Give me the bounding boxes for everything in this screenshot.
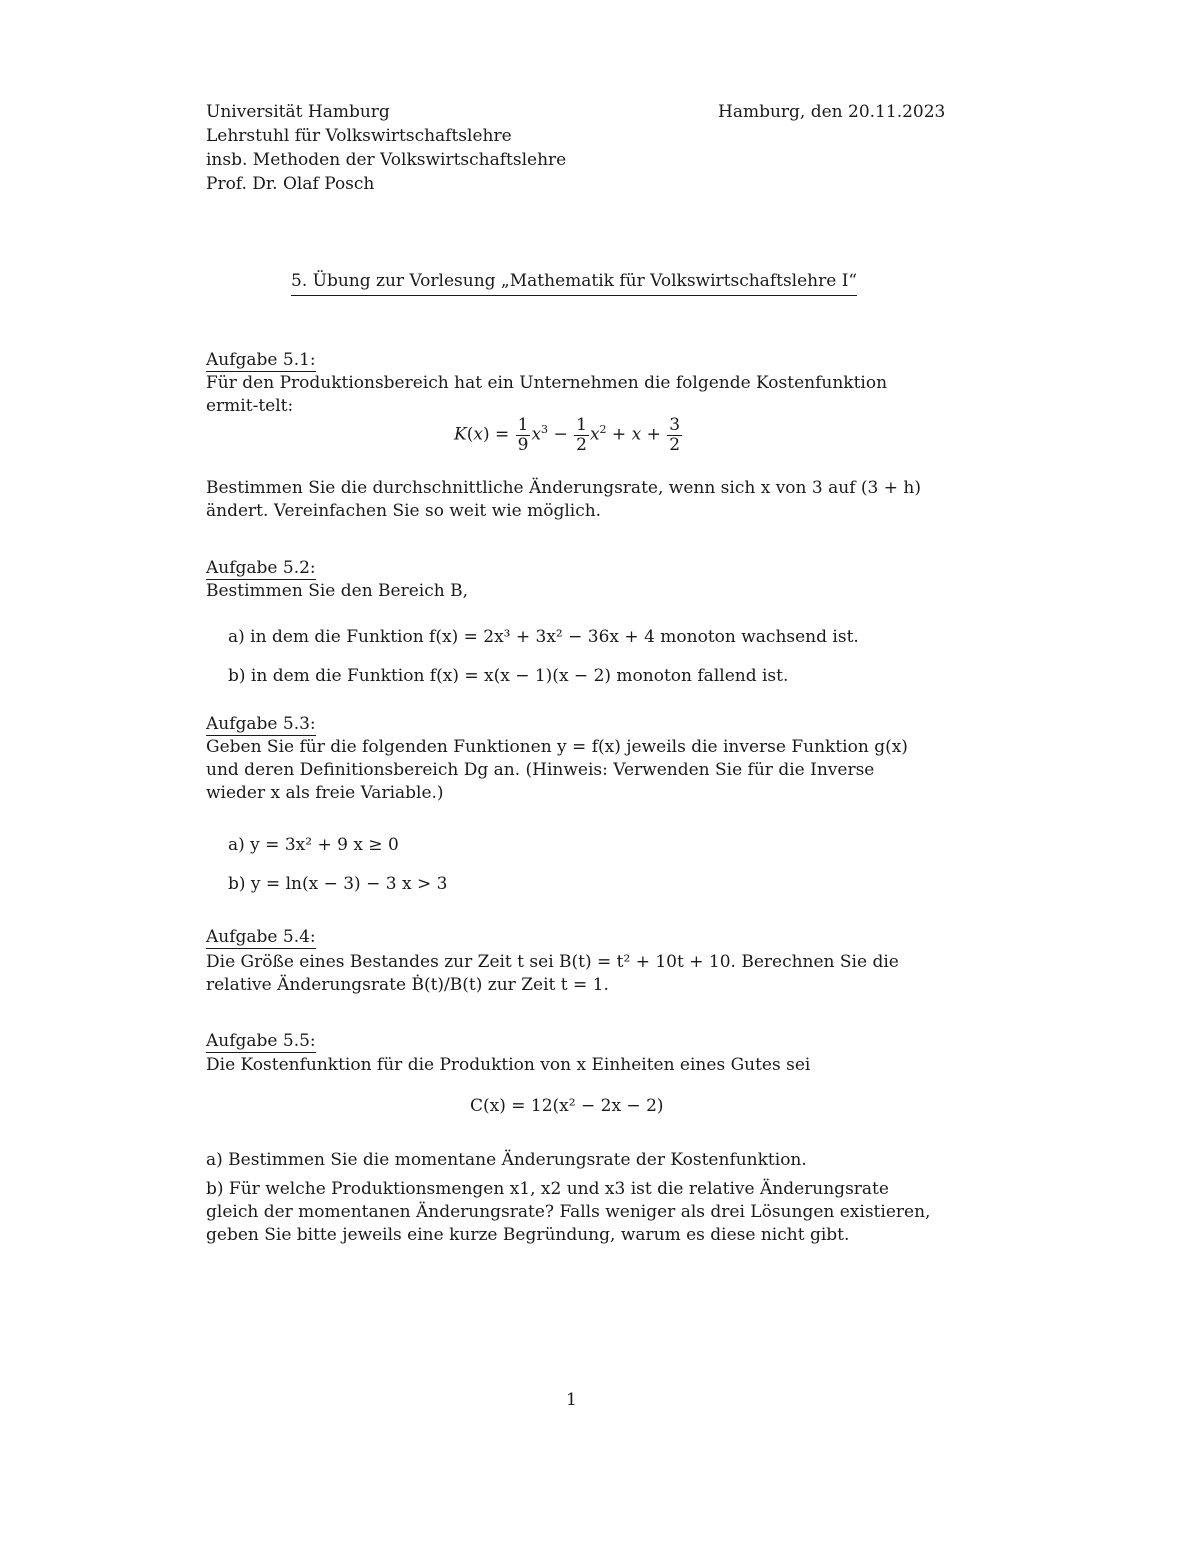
task-5-2-item-a: a) in dem die Funktion f(x) = 2x³ + 3x² − 36x + 4 monoton wachsend ist. xyxy=(228,627,859,647)
page-title: 5. Übung zur Vorlesung „Mathematik für Volkswirtschaftslehre I“ xyxy=(291,269,857,296)
task-5-3-item-a: a) y = 3x² + 9 x ≥ 0 xyxy=(228,835,399,855)
university: Universität Hamburg xyxy=(206,102,390,122)
header-left xyxy=(206,100,566,196)
subchair: insb. Methoden der Volkswirtschaftslehre xyxy=(206,150,567,170)
page-number: 1 xyxy=(566,1390,577,1410)
task-heading-5-1: Aufgabe 5.1: xyxy=(206,350,316,370)
task-5-2-intro: Bestimmen Sie den Bereich B, xyxy=(206,581,468,601)
task-heading-5-5: Aufgabe 5.5: xyxy=(206,1031,316,1051)
task-5-1-question: Bestimmen Sie die durchschnittliche Änderungsrate, wenn sich x von 3 auf (3 + h) ändert. Vereinfachen Sie so weit wie möglich. xyxy=(206,478,921,521)
task-5-3-intro: Geben Sie für die folgenden Funktionen y = f(x) jeweils die inverse Funktion g(x) und deren Definitionsbereich Dg an. (Hinweis: Verwenden Sie für die Inverse wieder x als freie Variable.) xyxy=(206,737,908,803)
professor: Prof. Dr. Olaf Posch xyxy=(206,174,375,194)
task-5-5-item-b: b) Für welche Produktionsmengen x1, x2 und x3 ist die relative Änderungsrate gleich der momentanen Änderungsrate? Falls weniger als drei Lösungen existieren, geben Sie bitte jeweils eine kurze Begründung, warum es diese nicht gibt. xyxy=(206,1179,931,1245)
task-heading-5-4: Aufgabe 5.4: xyxy=(206,927,316,947)
task-5-1-intro: Für den Produktionsbereich hat ein Unternehmen die folgende Kostenfunktion ermit-telt: xyxy=(206,373,888,416)
task-5-5-intro: Die Kostenfunktion für die Produktion von x Einheiten eines Gutes sei xyxy=(206,1055,811,1075)
task-5-4-text: Die Größe eines Bestandes zur Zeit t sei B(t) = t² + 10t + 10. Berechnen Sie die relative Änderungsrate Ḃ(t)/B(t) zur Zeit t = 1. xyxy=(206,952,899,995)
formula-5-1: K(x) = $\frac{1}{9}$ $x^3$ − $\frac{1}{2}$ $x^2 + x$ + $\frac{3}{2}$ xyxy=(454,414,681,455)
task-heading-5-3: Aufgabe 5.3: xyxy=(206,714,316,734)
place-date: Hamburg, den 20.11.2023 xyxy=(718,102,946,122)
task-5-5-item-a: a) Bestimmen Sie die momentane Änderungsrate der Kostenfunktion. xyxy=(206,1150,807,1170)
task-5-3-item-b: b) y = ln(x − 3) − 3 x > 3 xyxy=(228,874,448,894)
task-5-2-item-b: b) in dem die Funktion f(x) = x(x − 1)(x − 2) monoton fallend ist. xyxy=(228,666,789,686)
task-heading-5-2: Aufgabe 5.2: xyxy=(206,558,316,578)
chair: Lehrstuhl für Volkswirtschaftslehre xyxy=(206,126,512,146)
formula-5-5: C(x) = 12(x² − 2x − 2) xyxy=(470,1096,664,1116)
